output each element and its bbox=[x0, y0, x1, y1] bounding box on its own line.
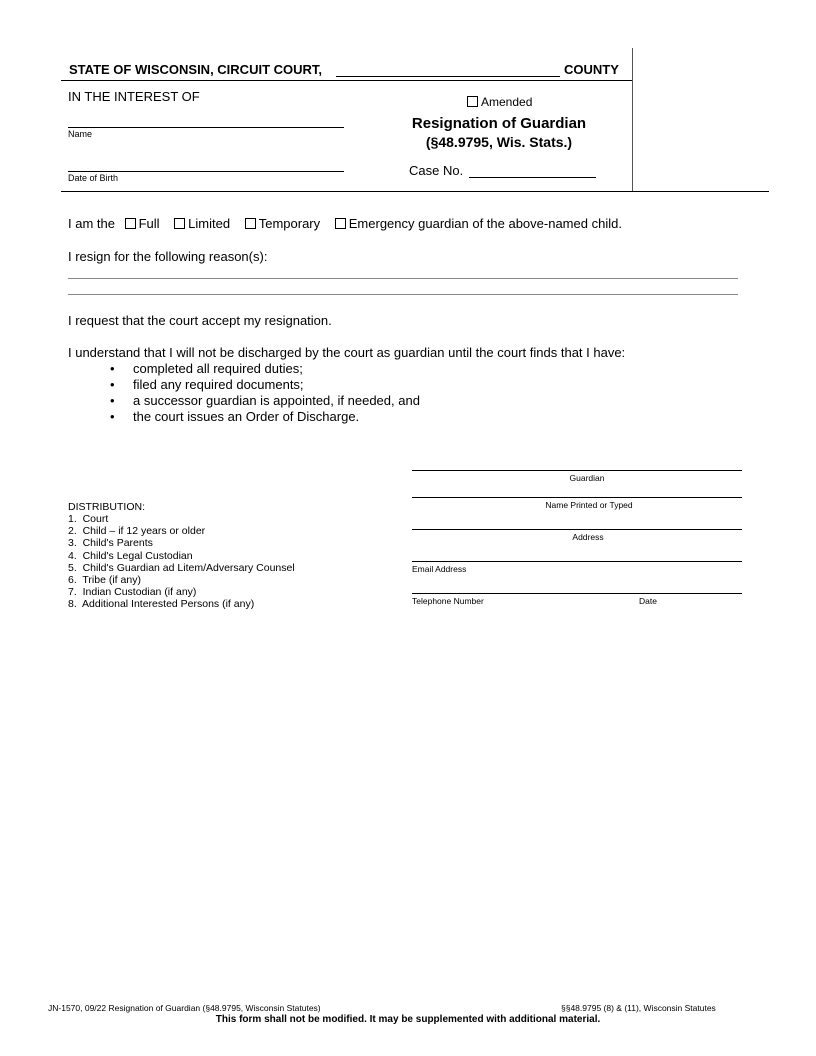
distribution-item: 7. Indian Custodian (if any) bbox=[68, 586, 197, 598]
address-line[interactable] bbox=[412, 529, 742, 530]
caption-right-border bbox=[632, 48, 633, 191]
date-label: Date bbox=[639, 596, 657, 606]
telephone-date-line[interactable] bbox=[412, 593, 742, 594]
footer-form-id: JN-1570, 09/22 Resignation of Guardian (§48.9795, Wisconsin Statutes) bbox=[48, 1003, 321, 1013]
full-checkbox[interactable] bbox=[125, 218, 136, 229]
name-label: Name bbox=[68, 129, 93, 139]
amended-row bbox=[461, 94, 532, 109]
temporary-checkbox[interactable] bbox=[245, 218, 256, 229]
guardian-type-row bbox=[68, 216, 622, 231]
distribution-item: 6. Tribe (if any) bbox=[68, 574, 141, 586]
limited-checkbox[interactable] bbox=[174, 218, 185, 229]
form-subtitle: (§48.9795, Wis. Stats.) bbox=[425, 134, 573, 150]
case-no-field[interactable] bbox=[469, 177, 596, 178]
bullet-2-dot: • bbox=[110, 377, 115, 392]
reason-line-1[interactable] bbox=[68, 278, 738, 279]
bullet-2: filed any required documents; bbox=[133, 377, 304, 392]
reason-line-2[interactable] bbox=[68, 294, 738, 295]
temporary-label: Temporary bbox=[258, 216, 321, 231]
dob-label: Date of Birth bbox=[68, 173, 119, 183]
amended-label: Amended bbox=[481, 95, 533, 109]
full-label: Full bbox=[138, 216, 160, 231]
footer-notice: This form shall not be modified. It may be supplemented with additional material. bbox=[215, 1014, 601, 1025]
state-court-label: STATE OF WISCONSIN, CIRCUIT COURT, bbox=[69, 62, 323, 77]
distribution-item: 5. Child's Guardian ad Litem/Adversary Counsel bbox=[68, 562, 295, 574]
distribution-heading: DISTRIBUTION: bbox=[68, 501, 146, 513]
footer-statutes: §§48.9795 (8) & (11), Wisconsin Statutes bbox=[561, 1003, 716, 1013]
emergency-label: Emergency guardian of the above-named child. bbox=[348, 216, 622, 231]
distribution-item: 4. Child's Legal Custodian bbox=[68, 550, 193, 562]
distribution-item: 1. Court bbox=[68, 513, 109, 525]
dob-field[interactable] bbox=[68, 171, 344, 172]
bullet-3-dot: • bbox=[110, 393, 115, 408]
request-statement: I request that the court accept my resignation. bbox=[68, 313, 332, 328]
case-no-label: Case No. bbox=[409, 163, 464, 178]
name-printed-line[interactable] bbox=[412, 497, 742, 498]
court-heading bbox=[69, 62, 322, 77]
distribution-item: 3. Child's Parents bbox=[68, 537, 153, 549]
address-label: Address bbox=[572, 532, 604, 542]
telephone-label: Telephone Number bbox=[412, 596, 484, 606]
bullet-1: completed all required duties; bbox=[133, 361, 303, 376]
distribution-item: 8. Additional Interested Persons (if any) bbox=[68, 598, 255, 610]
email-line[interactable] bbox=[412, 561, 742, 562]
bullet-3: a successor guardian is appointed, if needed, and bbox=[133, 393, 420, 408]
county-field[interactable] bbox=[336, 76, 560, 77]
guardian-signature-line[interactable] bbox=[412, 470, 742, 471]
limited-label: Limited bbox=[188, 216, 231, 231]
bullet-4: the court issues an Order of Discharge. bbox=[133, 409, 360, 424]
in-the-interest-of: IN THE INTEREST OF bbox=[68, 89, 200, 104]
caption-bottom-divider bbox=[61, 191, 769, 192]
resign-reasons-label: I resign for the following reason(s): bbox=[68, 249, 268, 264]
bullet-1-dot: • bbox=[110, 361, 115, 376]
understand-statement: I understand that I will not be discharged by the court as guardian until the court finds that I have: bbox=[68, 345, 626, 360]
i-am-the-label: I am the bbox=[68, 216, 115, 231]
child-name-field[interactable] bbox=[68, 127, 344, 128]
county-label: COUNTY bbox=[564, 62, 619, 77]
email-label: Email Address bbox=[412, 564, 467, 574]
name-printed-label: Name Printed or Typed bbox=[545, 500, 633, 510]
amended-checkbox[interactable] bbox=[467, 96, 478, 107]
emergency-checkbox[interactable] bbox=[335, 218, 346, 229]
form-title: Resignation of Guardian bbox=[411, 115, 587, 132]
guardian-label: Guardian bbox=[569, 473, 605, 483]
caption-top-divider bbox=[61, 80, 632, 81]
distribution-item: 2. Child – if 12 years or older bbox=[68, 525, 206, 537]
bullet-4-dot: • bbox=[110, 409, 115, 424]
